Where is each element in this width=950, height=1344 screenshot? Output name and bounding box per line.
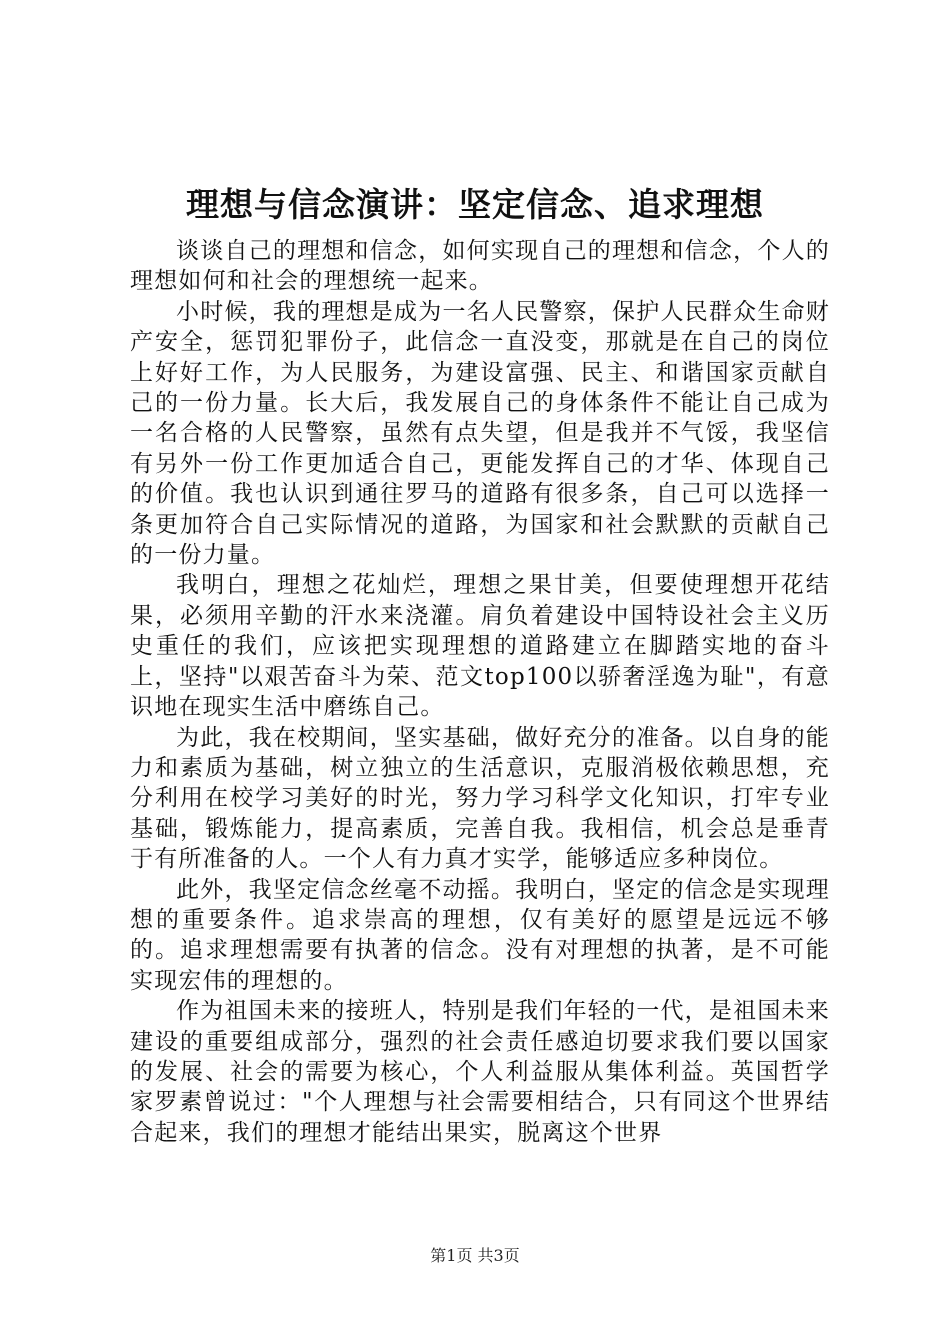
paragraph-4: 为此，我在校期间，坚实基础，做好充分的准备。以自身的能力和素质为基础，树立独立的生活意识，克服消极依赖思想，充分利用在校学习美好的时光，努力学习科学文化知识，打牢专业基础，锻炼能力，提高素质，完善自我。我相信，机会总是垂青于有所准备的人。一个人有力真才实学，能够适应多种岗位。 [130,724,830,873]
paragraph-6: 作为祖国未来的接班人，特别是我们年轻的一代，是祖国未来建设的重要组成部分，强烈的社会责任感迫切要求我们要以国家的发展、社会的需要为核心，个人利益服从集体利益。英国哲学家罗素曾说过："个人理想与社会需要相结合，只有同这个世界结合起来，我们的理想才能结出果实，脱离这个世界 [130,998,830,1146]
paragraph-2: 小时候，我的理想是成为一名人民警察，保护人民群众生命财产安全，惩罚犯罪份子，此信念一直没变，那就是在自己的岗位上好好工作，为人民服务，为建设富强、民主、和谐国家贡献自己的一份力量。长大后，我发展自己的身体条件不能让自己成为一名合格的人民警察，虽然有点失望，但是我并不气馁，我坚信有另外一份工作更加适合自己，更能发挥自己的才华、体现自己的价值。我也认识到通往罗马的道路有很多条，自己可以选择一条更加符合自己实际情况的道路，为国家和社会默默的贡献自己的一份力量。 [130,298,830,569]
paragraph-5: 此外，我坚定信念丝毫不动摇。我明白，坚定的信念是实现理想的重要条件。追求崇高的理想，仅有美好的愿望是远远不够的。追求理想需要有执著的信念。没有对理想的执著，是不可能实现宏伟的理想的。 [130,876,830,994]
paragraph-3: 我明白，理想之花灿烂，理想之果甘美，但要使理想开花结果，必须用辛勤的汗水来浇灌。肩负着建设中国特设社会主义历史重任的我们，应该把实现理想的道路建立在脚踏实地的奋斗上，坚持"以艰苦奋斗为荣、范文top100以骄奢淫逸为耻"，有意识地在现实生活中磨练自己。 [130,572,830,721]
page-footer: 第1页 共3页 [430,1246,520,1265]
document-body [130,236,830,1148]
paragraph-1: 谈谈自己的理想和信念，如何实现自己的理想和信念，个人的理想如何和社会的理想统一起来。 [130,238,830,295]
document-title: 理想与信念演讲：坚定信念、追求理想 [186,185,764,224]
